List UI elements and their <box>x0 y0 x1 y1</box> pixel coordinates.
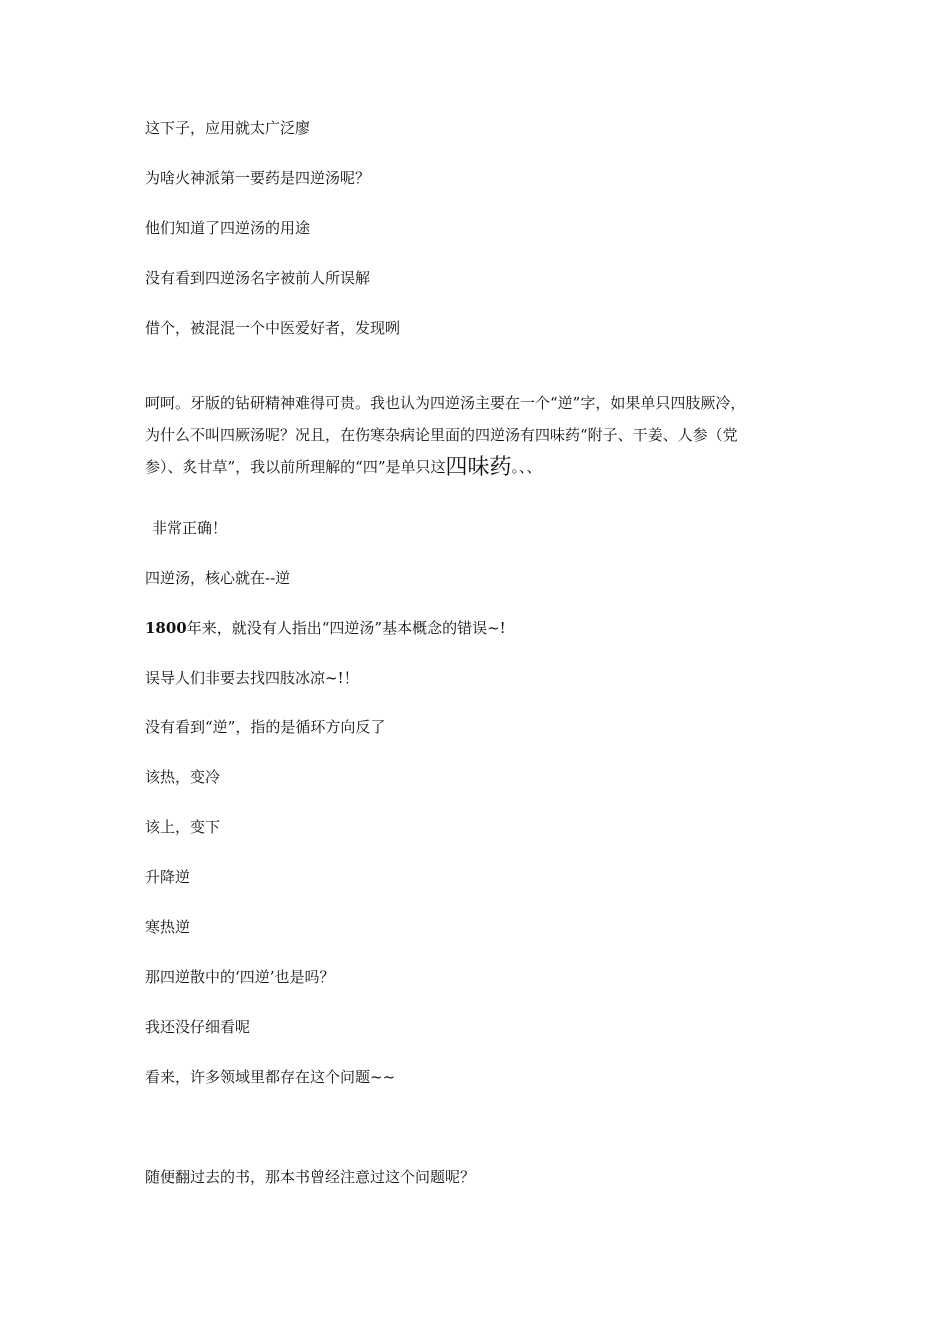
paragraph-row: 为什么不叫四厥汤呢？况且，在伤寒杂病论里面的四逆汤有四味药“附子、干姜、人参（党 <box>145 426 738 444</box>
reply-line: 该热，变冷 <box>145 768 221 786</box>
paragraph-row <box>145 457 815 489</box>
text-line: 为啥火神派第一要药是四逆汤呢？ <box>145 169 371 187</box>
text-line: 他们知道了四逆汤的用途 <box>145 219 311 237</box>
reply-line: 误导人们非要去找四肢冰凉~!！ <box>145 669 359 687</box>
reply-line: 寒热逆 <box>145 918 191 936</box>
year-number: 1800 <box>145 619 187 637</box>
text-line: 没有看到四逆汤名字被前人所误解 <box>145 269 371 287</box>
reply-line: 非常正确！ <box>152 519 228 537</box>
reply-line: 看来，许多领域里都存在这个问题~~ <box>145 1068 396 1086</box>
text-line: 借个，被混混一个中医爱好者，发现咧 <box>145 319 401 337</box>
reply-line: 升降逆 <box>145 868 191 886</box>
paragraph-text: 。、、 <box>511 458 542 476</box>
reply-line: 我还没仔细看呢 <box>145 1018 251 1036</box>
paragraph-text: 参）、炙甘草”，我以前所理解的“四”是单只这 <box>145 458 446 476</box>
closing-line: 随便翻过去的书，那本书曾经注意过这个问题呢？ <box>145 1168 476 1186</box>
paragraph-row: 呵呵。牙版的钻研精神难得可贵。我也认为四逆汤主要在一个“逆”字，如果单只四肢厥冷， <box>145 394 746 412</box>
reply-line: 该上，变下 <box>145 818 221 836</box>
reply-line <box>145 618 506 638</box>
enlarged-text: 四味药 <box>445 455 512 480</box>
quoted-paragraph <box>145 393 815 489</box>
text-line: 这下子，应用就太广泛廖 <box>145 119 311 137</box>
reply-line: 四逆汤，核心就在--逆 <box>145 569 291 587</box>
reply-line: 那四逆散中的‘四逆’也是吗？ <box>145 968 335 986</box>
reply-text: 年来，就没有人指出“四逆汤”基本概念的错误~! <box>186 619 506 637</box>
reply-line: 没有看到“逆”，指的是循环方向反了 <box>145 718 386 736</box>
